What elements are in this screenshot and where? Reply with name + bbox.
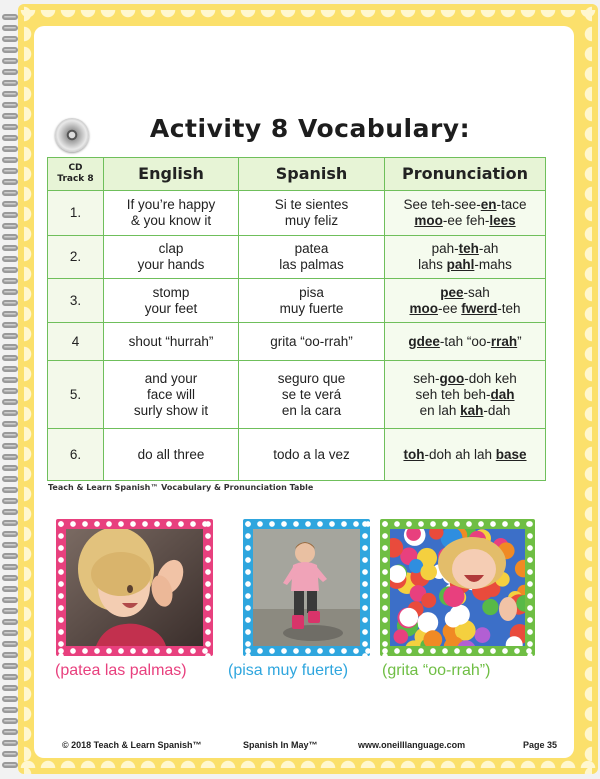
pron-stress: rrah [490, 333, 518, 349]
border-wave-right [578, 4, 592, 774]
pron-part: en lah [419, 402, 461, 418]
spiral-ring [2, 69, 18, 75]
spiral-ring [2, 619, 18, 625]
row-number: 1. [48, 191, 104, 236]
spiral-ring [2, 245, 18, 251]
pron-part: seh- [413, 370, 440, 386]
pron-stress: pee [440, 284, 464, 300]
spanish-line: en la cara [281, 402, 342, 418]
table-row [48, 191, 546, 236]
pron-stress: moo [409, 300, 438, 316]
header-cd-track [48, 158, 104, 191]
footer-page-number: Page 35 [523, 740, 558, 750]
spiral-ring [2, 58, 18, 64]
spiral-ring [2, 509, 18, 515]
spiral-ring [2, 751, 18, 757]
english-line: your hands [137, 257, 205, 272]
spiral-ring [2, 14, 18, 20]
ball [394, 629, 409, 644]
frame-dots [56, 646, 213, 656]
spanish-line: se te verá [281, 386, 342, 402]
spiral-ring [2, 25, 18, 31]
pron-stress: toh [403, 446, 425, 462]
spiral-ring [2, 421, 18, 427]
spiral-ring [2, 399, 18, 405]
spiral-ring [2, 113, 18, 119]
spiral-ring [2, 223, 18, 229]
pron-stress: teh [458, 241, 479, 256]
frame-dots [380, 646, 535, 656]
spiral-ring [2, 740, 18, 746]
frame-dots [380, 519, 390, 656]
photo-girl-ball-pit [390, 529, 525, 646]
pronunciation-cell [385, 361, 546, 429]
spiral-ring [2, 575, 18, 581]
frame-dots [56, 519, 213, 529]
pron-part: -doh keh [464, 370, 517, 386]
english-cell [104, 279, 239, 323]
pron-part: -mahs [474, 257, 512, 272]
girl-face [452, 549, 496, 589]
row-number: 3. [48, 279, 104, 323]
spiral-ring [2, 201, 18, 207]
spiral-ring [2, 674, 18, 680]
pron-stress: moo [414, 213, 443, 228]
spiral-ring [2, 520, 18, 526]
pron-part: ” [517, 333, 522, 349]
spiral-ring [2, 542, 18, 548]
spiral-ring [2, 135, 18, 141]
spiral-ring [2, 465, 18, 471]
pron-part: -tace [496, 197, 527, 212]
footer-website: www.oneilllanguage.com [358, 740, 466, 750]
spiral-ring [2, 476, 18, 482]
photo-stomping-frame [243, 519, 370, 656]
pronunciation-cell [385, 279, 546, 323]
spanish-cell [239, 361, 385, 429]
spiral-ring [2, 344, 18, 350]
pron-part: -sah [463, 284, 490, 300]
frame-dots [56, 519, 66, 656]
photo-clapping-frame [56, 519, 213, 656]
spanish-line: patea [294, 241, 329, 256]
footer-copyright: © 2018 Teach & Learn Spanish™ [62, 740, 202, 750]
pron-part: -teh [497, 300, 521, 316]
spiral-ring [2, 641, 18, 647]
spiral-ring [2, 388, 18, 394]
table-row [48, 323, 546, 361]
spiral-ring [2, 311, 18, 317]
frame-dots [203, 519, 213, 656]
spiral-ring [2, 179, 18, 185]
english-line: face will [146, 386, 195, 402]
row-number: 4 [48, 323, 104, 361]
spiral-ring [2, 333, 18, 339]
photo-girl-clapping [66, 529, 203, 646]
spiral-ring [2, 707, 18, 713]
ball [420, 564, 437, 581]
spiral-ring [2, 289, 18, 295]
header-cd-label: CD [68, 163, 83, 173]
frame-dots [243, 519, 370, 529]
pron-part: -doh ah lah [424, 446, 496, 462]
spanish-line: todo a la vez [273, 446, 350, 462]
spiral-ring [2, 91, 18, 97]
header-pronunciation: Pronunciation [385, 158, 546, 191]
ball [482, 599, 498, 615]
pron-part: seh teh beh- [415, 386, 491, 402]
toddler-stomping-illustration [253, 529, 360, 646]
spiral-ring [2, 443, 18, 449]
row-number: 6. [48, 429, 104, 481]
pron-stress: base [495, 446, 527, 462]
spiral-ring [2, 630, 18, 636]
pron-part: -ah [478, 241, 499, 256]
row-number: 5. [48, 361, 104, 429]
spanish-line: Si te sientes [274, 197, 349, 212]
photo-caption-shout: (grita “oo-rrah”) [382, 662, 491, 679]
girl-hand [499, 597, 517, 621]
pron-part: lahs [418, 257, 447, 272]
pronunciation-cell [385, 429, 546, 481]
spiral-ring [2, 696, 18, 702]
spanish-cell [239, 279, 385, 323]
table-caption: Teach & Learn Spanish™ Vocabulary & Pronunciation Table [48, 483, 314, 492]
spanish-cell [239, 191, 385, 236]
pron-part: pah- [431, 241, 459, 256]
spiral-ring [2, 278, 18, 284]
table-row [48, 361, 546, 429]
ball-pit-illustration [390, 529, 525, 646]
english-cell [104, 191, 239, 236]
pron-stress: dah [490, 386, 515, 402]
spiral-ring [2, 718, 18, 724]
pron-stress: en [480, 197, 497, 212]
spiral-ring [2, 564, 18, 570]
pron-stress: lees [489, 213, 516, 228]
english-line: stomp [152, 284, 190, 300]
frame-dots [360, 519, 370, 656]
spiral-ring [2, 267, 18, 273]
ball [399, 608, 418, 627]
header-spanish: Spanish [239, 158, 385, 191]
pron-stress: fwerd [461, 300, 498, 316]
spiral-ring [2, 454, 18, 460]
spiral-ring [2, 685, 18, 691]
footer-book-title: Spanish In May™ [243, 740, 318, 750]
pron-part: -ee feh- [442, 213, 490, 228]
english-cell [104, 361, 239, 429]
page-title: Activity 8 Vocabulary: [149, 114, 471, 143]
photo-ball-pit-frame [380, 519, 535, 656]
ball [443, 586, 464, 607]
border-wave-top [18, 10, 598, 24]
pronunciation-cell [385, 191, 546, 236]
spiral-ring [2, 597, 18, 603]
table-header-row [48, 158, 546, 191]
vocabulary-table [47, 157, 546, 481]
spiral-ring [2, 410, 18, 416]
ball [475, 627, 491, 643]
english-line: and your [144, 370, 198, 386]
spiral-ring [2, 168, 18, 174]
english-line: If you’re happy [126, 197, 216, 212]
frame-dots [380, 519, 535, 529]
spiral-ring [2, 498, 18, 504]
pron-part: -tah “oo- [439, 333, 491, 349]
spanish-cell [239, 429, 385, 481]
ball [450, 605, 470, 625]
pron-stress: goo [439, 370, 465, 386]
pronunciation-cell [385, 236, 546, 279]
pron-stress: pahl [446, 257, 475, 272]
spanish-line: pisa [299, 284, 324, 300]
english-line: clap [158, 241, 184, 256]
spiral-ring [2, 124, 18, 130]
spiral-ring [2, 80, 18, 86]
table-row [48, 429, 546, 481]
spiral-ring [2, 102, 18, 108]
spanish-line: muy feliz [284, 213, 339, 228]
spiral-ring [2, 146, 18, 152]
table-row [48, 279, 546, 323]
row-number: 2. [48, 236, 104, 279]
spiral-ring [2, 531, 18, 537]
spiral-ring [2, 234, 18, 240]
spiral-ring [2, 190, 18, 196]
cd-icon [55, 118, 89, 152]
spanish-cell [239, 323, 385, 361]
spiral-ring [2, 377, 18, 383]
pron-stress: kah [460, 402, 484, 418]
spiral-ring [2, 663, 18, 669]
spanish-line: las palmas [279, 257, 344, 272]
spiral-ring [2, 729, 18, 735]
english-cell [104, 323, 239, 361]
spiral-ring [2, 432, 18, 438]
spiral-ring [2, 762, 18, 768]
spiral-ring [2, 366, 18, 372]
spanish-cell [239, 236, 385, 279]
table-row [48, 236, 546, 279]
spiral-ring [2, 608, 18, 614]
english-cell [104, 429, 239, 481]
photo-caption-stomp: (pisa muy fuerte) [228, 662, 349, 679]
english-line: shout “hurrah” [128, 333, 214, 349]
spiral-ring [2, 256, 18, 262]
spiral-ring [2, 322, 18, 328]
photo-toddler-stomping [253, 529, 360, 646]
header-track-label: Track 8 [57, 174, 94, 184]
pron-stress: gdee [408, 333, 440, 349]
english-line: your feet [144, 300, 198, 316]
spiral-ring [2, 652, 18, 658]
spiral-ring [2, 355, 18, 361]
english-line: & you know it [130, 213, 212, 228]
frame-dots [525, 519, 535, 656]
spiral-ring [2, 157, 18, 163]
pron-part: See teh-see- [403, 197, 481, 212]
spanish-line: grita “oo-rrah” [270, 333, 353, 349]
pron-part: -ee [437, 300, 462, 316]
pronunciation-cell [385, 323, 546, 361]
frame-dots [243, 519, 253, 656]
spanish-line: seguro que [277, 370, 346, 386]
spanish-line: muy fuerte [279, 300, 344, 316]
header-english: English [104, 158, 239, 191]
girl-clapping-illustration [66, 529, 203, 646]
english-cell [104, 236, 239, 279]
spiral-ring [2, 300, 18, 306]
english-line: surly show it [133, 402, 209, 418]
english-line: do all three [137, 446, 205, 462]
spiral-ring [2, 212, 18, 218]
spiral-ring [2, 553, 18, 559]
frame-dots [243, 646, 370, 656]
photo-caption-clap: (patea las palmas) [55, 662, 187, 679]
ball [421, 593, 436, 608]
spiral-ring [2, 487, 18, 493]
spiral-ring [2, 47, 18, 53]
spiral-ring [2, 586, 18, 592]
pron-part: -dah [483, 402, 511, 418]
spiral-ring [2, 36, 18, 42]
